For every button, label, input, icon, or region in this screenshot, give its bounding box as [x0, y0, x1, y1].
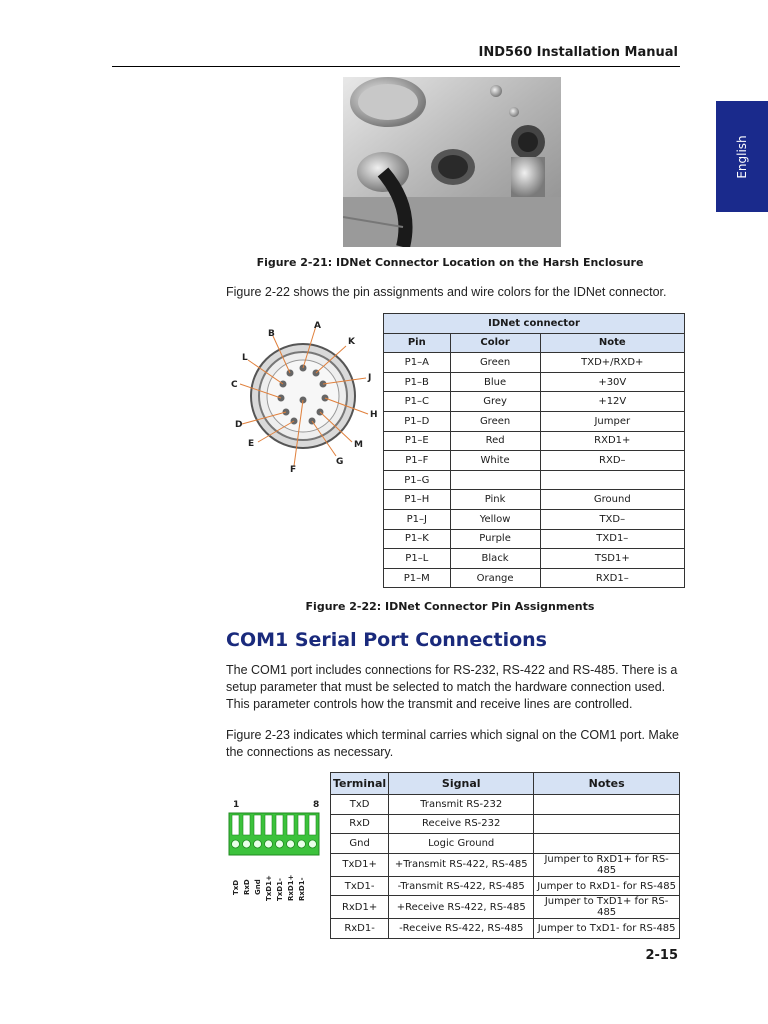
terminal-pin-label: RxD1+ — [287, 874, 295, 901]
com1-paragraph-2: Figure 2-23 indicates which terminal carries which signal on the COM1 port. Make the connections as necessary. — [226, 728, 679, 759]
column-header-color: Color — [450, 333, 540, 353]
pin-label-a: A — [314, 321, 321, 331]
table-cell: -Receive RS-422, RS-485 — [389, 919, 534, 939]
table-row — [384, 509, 685, 529]
table-cell: Jumper to RxD1- for RS-485 — [534, 876, 680, 896]
table-cell: P1–K — [384, 529, 451, 549]
table-cell — [534, 834, 680, 854]
terminal-pin-label: TxD1- — [276, 878, 284, 901]
table-cell: White — [450, 451, 540, 471]
table-row — [331, 795, 680, 815]
language-tab-label: English — [735, 134, 749, 179]
table-cell: -Transmit RS-422, RS-485 — [389, 876, 534, 896]
table-row — [384, 470, 685, 490]
terminal-pin-label: TxD1+ — [265, 875, 273, 901]
table-row — [384, 549, 685, 569]
pin-label-j: J — [368, 373, 372, 383]
pin-label-m: M — [354, 440, 363, 450]
page-number: 2-15 — [645, 948, 678, 963]
table-cell: TxD1+ — [331, 853, 389, 876]
table-cell: P1–C — [384, 392, 451, 412]
idnet-connector-diagram — [228, 318, 380, 473]
table-row — [384, 490, 685, 510]
figure-22-caption: Figure 2-22: IDNet Connector Pin Assignments — [305, 600, 595, 613]
figure-21-caption: Figure 2-21: IDNet Connector Location on the Harsh Enclosure — [256, 256, 644, 269]
table-cell: Jumper to TxD1+ for RS-485 — [534, 896, 680, 919]
table-cell: Blue — [450, 372, 540, 392]
pin-label-g: G — [336, 457, 344, 467]
com1-paragraph-1: The COM1 port includes connections for RS-232, RS-422 and RS-485. There is a setup parameter that must be selected to match the hardware connection used. This parameter controls how the transmit and receive lines are controlled. — [226, 663, 678, 711]
table-row — [384, 353, 685, 373]
table-cell: RxD — [331, 814, 389, 834]
terminal-pin-label: Gnd — [254, 879, 262, 895]
table-cell: P1–G — [384, 470, 451, 490]
table-cell: Orange — [450, 568, 540, 588]
table-cell: TXD+/RXD+ — [540, 353, 684, 373]
table-cell: Green — [450, 411, 540, 431]
idnet-pin-table — [383, 313, 685, 588]
pin-label-k: K — [348, 337, 355, 347]
table-row — [384, 392, 685, 412]
table-cell: Grey — [450, 392, 540, 412]
table-cell: P1–B — [384, 372, 451, 392]
pin-label-f: F — [290, 465, 297, 473]
table-cell: Yellow — [450, 509, 540, 529]
table-row — [331, 814, 680, 834]
table-cell: Jumper — [540, 411, 684, 431]
table-cell: P1–H — [384, 490, 451, 510]
table-cell: +12V — [540, 392, 684, 412]
table-cell: RXD1+ — [540, 431, 684, 451]
table-row — [384, 529, 685, 549]
enclosure-photo — [343, 77, 561, 247]
table-cell — [540, 470, 684, 490]
table-row — [331, 853, 680, 876]
pin-label-l: L — [242, 353, 248, 363]
table-cell — [450, 470, 540, 490]
column-header-terminal: Terminal — [331, 773, 389, 795]
terminal-pin-label: RxD — [243, 879, 251, 895]
table-cell: Receive RS-232 — [389, 814, 534, 834]
pin-label-b: B — [268, 329, 275, 339]
table-cell: P1–J — [384, 509, 451, 529]
table-row — [331, 896, 680, 919]
table-cell: Logic Ground — [389, 834, 534, 854]
section-heading: COM1 Serial Port Connections — [226, 629, 547, 651]
table-cell: TXD1– — [540, 529, 684, 549]
manual-title: IND560 Installation Manual — [478, 45, 678, 60]
header-rule — [112, 66, 680, 67]
table-cell: +30V — [540, 372, 684, 392]
table-cell — [534, 795, 680, 815]
table-cell: TXD– — [540, 509, 684, 529]
idnet-table-title: IDNet connector — [384, 314, 685, 334]
column-header-notes: Notes — [534, 773, 680, 795]
terminal-label-first: 1 — [233, 800, 240, 810]
table-cell: Ground — [540, 490, 684, 510]
table-cell: Jumper to RxD1+ for RS-485 — [534, 853, 680, 876]
pin-label-d: D — [235, 420, 243, 430]
table-cell: P1–F — [384, 451, 451, 471]
column-header-note: Note — [540, 333, 684, 353]
table-cell: Black — [450, 549, 540, 569]
table-cell: RXD1– — [540, 568, 684, 588]
column-header-signal: Signal — [389, 773, 534, 795]
terminal-label-last: 8 — [313, 800, 320, 810]
table-cell: P1–D — [384, 411, 451, 431]
table-row — [384, 431, 685, 451]
table-row — [331, 876, 680, 896]
table-row — [331, 919, 680, 939]
table-row — [384, 411, 685, 431]
table-row — [384, 372, 685, 392]
column-header-pin: Pin — [384, 333, 451, 353]
table-cell: Pink — [450, 490, 540, 510]
pin-label-c: C — [231, 380, 238, 390]
table-cell: TSD1+ — [540, 549, 684, 569]
table-cell: Transmit RS-232 — [389, 795, 534, 815]
table-cell: Red — [450, 431, 540, 451]
table-cell: TxD — [331, 795, 389, 815]
table-cell — [534, 814, 680, 834]
terminal-pin-label: TxD — [232, 879, 240, 895]
pin-label-h: H — [370, 410, 378, 420]
table-cell: Jumper to TxD1- for RS-485 — [534, 919, 680, 939]
table-cell: +Transmit RS-422, RS-485 — [389, 853, 534, 876]
table-row — [384, 568, 685, 588]
table-cell: Gnd — [331, 834, 389, 854]
table-cell: P1–M — [384, 568, 451, 588]
table-cell: P1–A — [384, 353, 451, 373]
table-cell: P1–L — [384, 549, 451, 569]
table-cell: TxD1- — [331, 876, 389, 896]
com1-terminal-block — [226, 797, 326, 907]
table-cell: RXD– — [540, 451, 684, 471]
table-cell: +Receive RS-422, RS-485 — [389, 896, 534, 919]
pin-label-e: E — [248, 439, 255, 449]
table-row — [331, 834, 680, 854]
table-cell: RxD1- — [331, 919, 389, 939]
table-cell: P1–E — [384, 431, 451, 451]
language-tab[interactable] — [716, 101, 768, 212]
table-cell: Purple — [450, 529, 540, 549]
table-cell: RxD1+ — [331, 896, 389, 919]
com1-signal-table — [330, 772, 680, 939]
table-row — [384, 451, 685, 471]
table-cell: Green — [450, 353, 540, 373]
intro-paragraph: Figure 2-22 shows the pin assignments and wire colors for the IDNet connector. — [226, 285, 667, 299]
terminal-pin-label: RxD1- — [298, 877, 306, 901]
